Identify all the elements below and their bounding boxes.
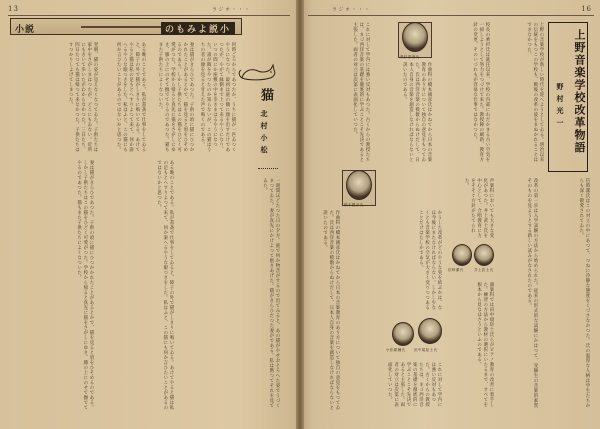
running-head-right: ラジオ・・・ — [332, 7, 372, 13]
header-rule-right — [308, 15, 594, 16]
article-column-6: 改革の第一歩は入学試験の方法から始められた。従来の形式的な試験にかはつて、受験生の音楽的素質そのものを見ようとする新しい試みがなされたのである。 — [526, 178, 538, 408]
story-column-1: 何時ごろからであつたか、うちに猫が一匹ゐつくやうになつた。最初は庭の隅に顔を出すだけであつたが、やがて縁側まで上つて来るやうになり、いつの間にか座敷の中を歩きまはるやうになつた。誰が餌をやつたのか知らないが、この猫はうちの者の顔を見ると甘えた声で鳴くのである。 — [199, 42, 236, 152]
portrait-photo-2 — [346, 170, 372, 200]
article-column-7: 声楽科においても大きな変化があつた。井上武士氏を中心として、合唱教育に力をそそぐ方針がたてられた。 — [464, 178, 494, 238]
article-author: 野村光一 — [556, 83, 565, 131]
portrait-caption-4: 井上武士氏 — [474, 268, 494, 272]
article-column-3: 作曲科の橋本國彦氏はかねてから日本の音楽教育のあり方について独自の意見をもつてゐた。氏は西洋音楽の模倣からぬけだして、日本人自身の音楽を創造しなければならないと説いたのである。 — [402, 62, 432, 162]
portrait-photo-6 — [418, 318, 442, 344]
banner-subtitle: 小説 — [15, 25, 36, 35]
portrait-photo-3 — [452, 244, 472, 266]
article-title-box — [548, 22, 588, 172]
page-number-right: 16 — [581, 5, 592, 13]
left-page — [0, 0, 298, 429]
page-number-left: 13 — [8, 5, 19, 13]
portrait-caption-2: 橋本國彦氏 — [344, 203, 364, 207]
article-title: 上野音楽学校改革物語 — [573, 29, 586, 154]
running-head-left: ラジオ・・・ — [212, 7, 252, 13]
article-column-4: これに対して学内には強い反対もあつた。古くからの教授たちは、まづ西洋音楽の基礎を徹底的に学ぶことこそ先決であると主張した。両者の対立は次第に表面化していつた。 — [352, 22, 370, 162]
story-title: 猫 — [258, 88, 273, 103]
section-banner — [10, 18, 242, 35]
portrait-caption-3: 信時潔氏 — [448, 268, 464, 272]
portrait-photo-4 — [474, 244, 494, 266]
cat-illustration — [238, 62, 278, 84]
story-column-6: ある晩のことである。私が書斎で仕事をしてゐると、障子の外で猫がしきりに鳴いてゐる。あけてやると猫は私の足もとへすりよつて来て、何か訴へるやうな眼つきをした。私はふと、この猫にも何か言ひたいことがあるのではないかと思つた。 — [156, 160, 174, 410]
portrait-caption-5: 小松耕輔氏 — [386, 348, 406, 352]
story-column-3: ある晩のことである。私が書斎で仕事をしてゐると、障子の外で猫がしきりに鳴いてゐる。あけてやると猫は私の足もとへすりよつて来て、何か訴へるやうな眼つきをした。私はふと、この猫にも何か言ひたいことがあるのではないかと思つた。 — [116, 42, 146, 152]
story-author: 北村小松 — [260, 110, 269, 158]
story-column-4: 翌朝、猫の姿が見えなくなつてゐた。子供たちは家中をさがしまはつたが、どこにもゐない。近所にもきいて歩いたがわからなかつた。三日たち、四日たつても猫は帰つて来なかつた。子供たちはすつかりしよげてしまつた。 — [68, 42, 98, 152]
portrait-photo-5 — [392, 322, 414, 346]
article-column-8: 器楽科では田中規矩士氏らがピアノ教育の改善に着手した。練習の方法から教材の選択にいたるまで、すべてを根本から見なほさうといふのである。 — [476, 282, 494, 407]
article-column-11: これに対して学内には強い反対もあつた。古くからの教授たちは、まづ西洋音楽の基礎を徹底的に学ぶことこそ先決であると主張した。両者の対立は次第に表面化していつた。 — [387, 362, 442, 407]
header-rule-left — [8, 15, 290, 16]
article-column-2: 校長の乗杉氏は就任以来、学校の内部にわだかまる古い空気を一掃しようとして努力をつづけて来た。教授陣の刷新、教育方針の変更、そのいづれもが容易な仕事ではなかつた。 — [472, 22, 490, 162]
story-column-7: 妻は猫がきらひであつた。子供の頃に猫にひつかかれたことがあるとかで、猫を見ると眉をひそめるのである。しかし子供たちはこの猫をひどく可愛がつた。学校から帰ると真先に猫をさがしにゆき、膝の上にのせて撫でてやるのであつた。猫もまた子供たちによくなついた。 — [76, 160, 94, 410]
portrait-caption-6: 田中規矩士氏 — [414, 348, 438, 352]
story-column-5: 一週間ほどたつた日の夕方、庭で何か物音がするので出てみると、あの猫がやせおとろへた姿でうづくまつてゐた。妻が真先にかけよつて抱きあげた。猫がきらひだつた妻がである。私は黙つてそれを見てゐた。 — [262, 178, 280, 408]
article-column-10: 作曲科の橋本國彦氏はかねてから日本の音楽教育のあり方について独自の意見をもつてゐた。氏は西洋音楽の模倣からぬけだして、日本人自身の音楽を創造しなければならないと説いたのである。 — [322, 210, 340, 410]
story-column-2: 妻は猫がきらひであつた。子供の頃に猫にひつかかれたことがあるとかで、猫を見ると眉をひそめるのである。しかし子供たちはこの猫をひどく可愛がつた。学校から帰ると真先に猫をさがしにゆき、膝の上にのせて撫でてやるのであつた。猫もまた子供たちによくなついた。 — [157, 42, 194, 152]
portrait-photo-1 — [402, 22, 428, 52]
portrait-caption-1: 乗杉嘉壽氏 — [400, 55, 420, 59]
banner-title: のもみよ説小 — [161, 22, 235, 35]
article-column-1: 上野の音楽学校が新しい時代を迎へようとしてゐる。明治以来の伝統をもつこの学校も、戦後の改革の波をまぬかれることはできなかつた。 — [526, 22, 544, 162]
title-dots — [258, 168, 278, 169]
article-column-5: 信時潔氏はこの対立の中にあつて、つねに冷静な態度をくづさなかつた。氏の温厚な人柄は学生たちからも深く敬愛されてゐた。 — [578, 178, 590, 408]
article-column-9: かうした改革がどのやうな実を結ぶかは、なほ今後にまたなければならない。しかし少なくとも音楽学校の空気が大きく変りつつあることだけはたしかである。 — [418, 210, 442, 310]
